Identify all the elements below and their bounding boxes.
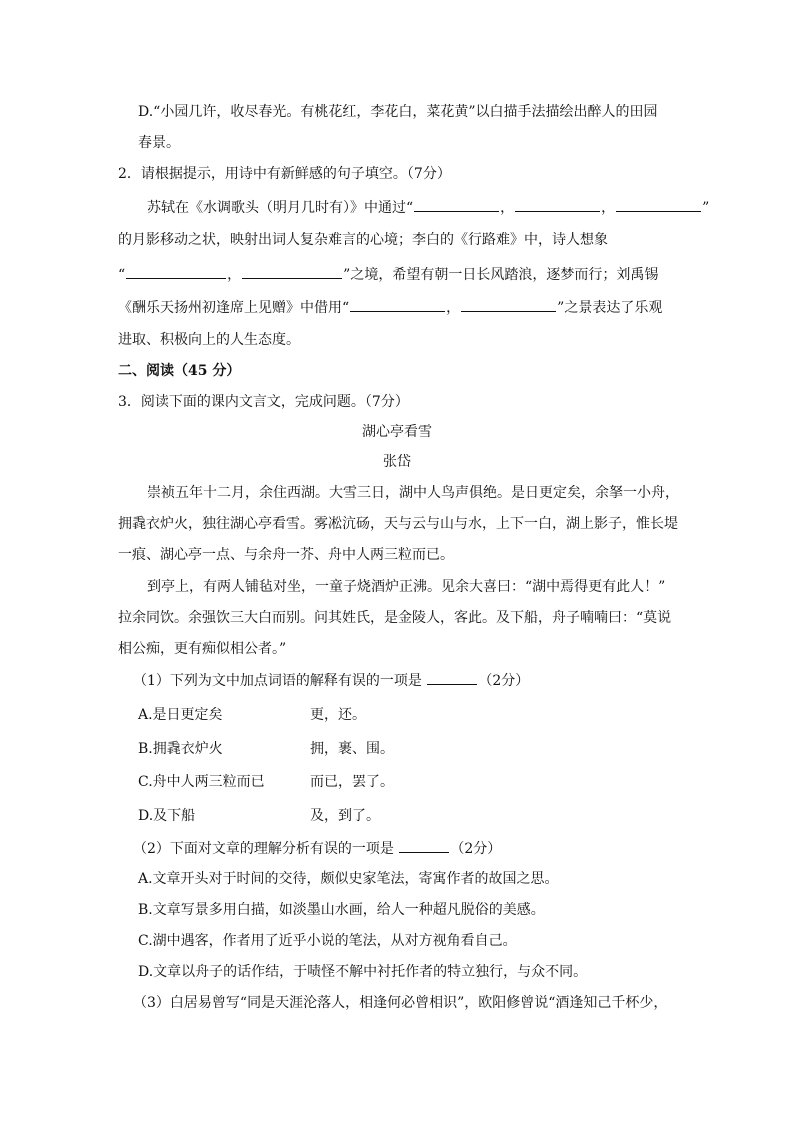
para2-line1: 到亭上，有两人铺毡对坐，一童子烧酒炉正沸。见余大喜曰：“湖中焉得更有此人！” — [147, 579, 666, 595]
blank[interactable] — [242, 264, 342, 279]
sub1-prompt: （1）下列为文中加点词语的解释有误的一项是 （2分） — [133, 670, 529, 690]
blank[interactable] — [616, 197, 701, 212]
q2-line3: “ ， ”之境，希望有朝一日长风踏浪，逐梦而行；刘禹锡 — [118, 264, 658, 284]
sub3-prompt: （3）白居易曾写“同是天涯沦落人，相逢何必曾相识”，欧阳修曾说“酒逢知己千杯少， — [133, 995, 668, 1011]
essay-author: 张岱 — [383, 454, 411, 470]
sub1-option-b: B.拥毳衣炉火 拥，裹、围。 — [138, 741, 394, 757]
sub1-option-c: C.舟中人两三粒而已 而已，罢了。 — [138, 774, 394, 790]
sub1-option-d: D.及下船 及，到了。 — [138, 808, 380, 824]
option-d-line1: D.“小园几许，收尽春光。有桃花红，李花白，菜花黄”以白描手法描绘出醉人的田园 — [138, 104, 658, 120]
sub2-option-b: B.文章写景多用白描，如淡墨山水画，给人一种超凡脱俗的美感。 — [138, 902, 545, 918]
para2-line3: 相公痴，更有痴似相公者。” — [118, 641, 287, 657]
q2-title: 2．请根据提示，用诗中有新鲜感的句子填空。（7分） — [118, 166, 451, 182]
blank[interactable] — [414, 197, 499, 212]
sub2-option-a: A.文章开头对于时间的交待，颇似史家笔法，寄寓作者的故国之思。 — [138, 871, 559, 887]
sub1-option-a: A.是日更定矣 更，还。 — [138, 707, 366, 723]
para1-line3: 一痕、湖心亭一点、与余舟一芥、舟中人两三粒而已。 — [118, 547, 454, 563]
blank[interactable] — [126, 264, 226, 279]
blank[interactable] — [461, 297, 556, 312]
q2-line5: 进取、积极向上的人生态度。 — [118, 332, 300, 348]
q2-line4: 《酬乐天扬州初逢席上见赠》中借用“ ， ”之景表达了乐观 — [118, 297, 662, 317]
section-heading: 二、阅读（45 分） — [118, 363, 241, 379]
para2-line2: 拉余同饮。余强饮三大白而别。问其姓氏，是金陵人，客此。及下船，舟子喃喃曰：“莫说 — [118, 610, 672, 626]
essay-title: 湖心亭看雪 — [362, 424, 432, 440]
para1-line1: 崇祯五年十二月，余住西湖。大雪三日，湖中人鸟声俱绝。是日更定矣，余拏一小舟， — [147, 485, 679, 501]
answer-blank[interactable] — [399, 838, 449, 853]
answer-blank[interactable] — [427, 670, 477, 685]
blank[interactable] — [515, 197, 600, 212]
sub2-prompt: （2）下面对文章的理解分析有误的一项是 （2分） — [133, 838, 501, 858]
sub2-option-d: D.文章以舟子的话作结，于啧怪不解中衬托作者的特立独行，与众不同。 — [138, 964, 588, 980]
para1-line2: 拥毳衣炉火，独往湖心亭看雪。雾凇沆砀，天与云与山与水，上下一白，湖上影子，惟长堤 — [118, 516, 678, 532]
q2-line1: 苏轼在《水调歌头（明月几时有）》中通过“ ， ， ” — [147, 197, 709, 217]
q3-title: 3．阅读下面的课内文言文，完成问题。（7分） — [118, 394, 409, 410]
sub2-option-c: C.湖中遇客，作者用了近乎小说的笔法，从对方视角看自己。 — [138, 933, 517, 949]
blank[interactable] — [350, 297, 445, 312]
option-d-line2: 春景。 — [138, 135, 180, 151]
q2-line2: 的月影移动之状，映射出词人复杂难言的心境；李白的《行路难》中，诗人想象 — [118, 232, 608, 248]
